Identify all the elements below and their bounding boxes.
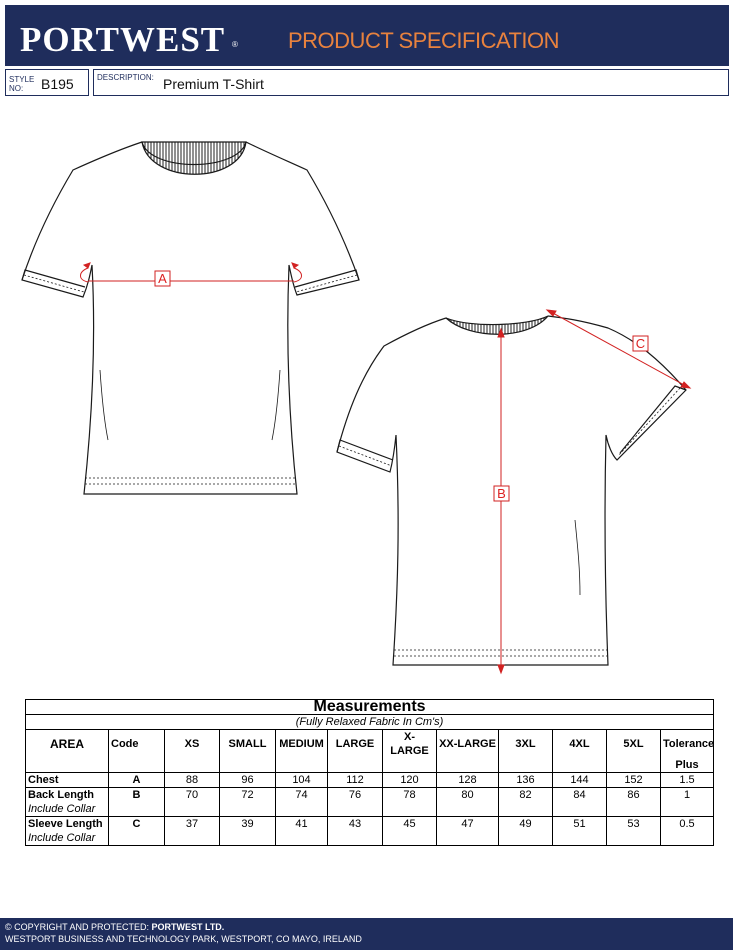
row-value: 136 <box>499 773 553 788</box>
back-body-outline <box>337 316 686 665</box>
table-subtitle: (Fully Relaxed Fabric In Cm's) <box>26 715 714 730</box>
measurements-table <box>25 699 714 846</box>
row-value: 78 <box>383 788 437 803</box>
row-value: 39 <box>220 817 276 832</box>
header-size: LARGE <box>328 730 383 759</box>
header-size: XX-LARGE <box>437 730 499 759</box>
header-size: XS <box>165 730 220 759</box>
table-header-row <box>26 730 714 759</box>
style-number: B195 <box>41 76 74 92</box>
row-value: 74 <box>276 788 328 803</box>
table-title: Measurements <box>26 700 714 715</box>
table-header-row-2 <box>26 758 714 773</box>
copyright-prefix: © COPYRIGHT AND PROTECTED: <box>5 922 152 932</box>
front-body-outline <box>22 142 359 494</box>
header-area: AREA <box>26 730 109 759</box>
row-tolerance: 0.5 <box>661 817 714 832</box>
back-view <box>337 316 686 665</box>
row-value: 70 <box>165 788 220 803</box>
front-view <box>22 142 359 494</box>
brand-logo: PORTWEST <box>20 20 226 59</box>
style-label-line2: NO: <box>9 84 24 93</box>
style-label-line1: STYLE <box>9 75 35 84</box>
row-note: Include Collar <box>26 831 109 846</box>
header-size: 5XL <box>607 730 661 759</box>
row-value: 144 <box>553 773 607 788</box>
marker-a-label: A <box>158 271 167 286</box>
row-value: 53 <box>607 817 661 832</box>
header-size: 3XL <box>499 730 553 759</box>
row-value: 45 <box>383 817 437 832</box>
row-area: Chest <box>26 773 109 788</box>
copyright-line <box>5 921 224 933</box>
row-area: Back Length <box>26 788 109 803</box>
measurement-a-indicator <box>81 263 302 282</box>
row-value: 49 <box>499 817 553 832</box>
header-size: X-LARGE <box>383 730 437 759</box>
row-value: 72 <box>220 788 276 803</box>
header-size: MEDIUM <box>276 730 328 759</box>
header-code: Code <box>109 730 165 759</box>
header-tolerance-plus: Plus <box>661 758 714 773</box>
back-collar <box>446 316 548 334</box>
row-code: B <box>109 788 165 803</box>
row-value: 96 <box>220 773 276 788</box>
footer-address: WESTPORT BUSINESS AND TECHNOLOGY PARK, WESTPORT, CO MAYO, IRELAND <box>5 934 362 944</box>
table-row <box>26 773 714 788</box>
header-size: SMALL <box>220 730 276 759</box>
row-value: 80 <box>437 788 499 803</box>
row-value: 120 <box>383 773 437 788</box>
row-value: 88 <box>165 773 220 788</box>
row-value: 51 <box>553 817 607 832</box>
table-row <box>26 817 714 832</box>
description-label: DESCRIPTION: <box>97 73 154 82</box>
footer-bar <box>0 918 733 950</box>
document-title: PRODUCT SPECIFICATION <box>288 28 560 53</box>
row-note: Include Collar <box>26 802 109 817</box>
row-value: 47 <box>437 817 499 832</box>
table-subtitle-row <box>26 715 714 730</box>
row-value: 82 <box>499 788 553 803</box>
registered-mark: ® <box>232 40 238 49</box>
row-value: 104 <box>276 773 328 788</box>
row-value: 84 <box>553 788 607 803</box>
measurement-c-indicator <box>547 310 690 388</box>
row-value: 43 <box>328 817 383 832</box>
row-code: C <box>109 817 165 832</box>
row-value: 37 <box>165 817 220 832</box>
table-row-note <box>26 802 714 817</box>
row-value: 41 <box>276 817 328 832</box>
marker-b-label: B <box>497 486 506 501</box>
description-value: Premium T-Shirt <box>163 76 264 92</box>
marker-c-label: C <box>635 336 646 351</box>
table-title-row <box>26 700 714 715</box>
row-code: A <box>109 773 165 788</box>
row-value: 128 <box>437 773 499 788</box>
row-value: 152 <box>607 773 661 788</box>
row-value: 112 <box>328 773 383 788</box>
header-size: 4XL <box>553 730 607 759</box>
row-value: 86 <box>607 788 661 803</box>
row-tolerance: 1.5 <box>661 773 714 788</box>
row-area: Sleeve Length <box>26 817 109 832</box>
copyright-owner: PORTWEST LTD. <box>151 922 225 932</box>
header-tolerance: Tolerance <box>661 730 714 759</box>
table-row <box>26 788 714 803</box>
row-value: 76 <box>328 788 383 803</box>
table-row-note <box>26 831 714 846</box>
row-tolerance: 1 <box>661 788 714 803</box>
